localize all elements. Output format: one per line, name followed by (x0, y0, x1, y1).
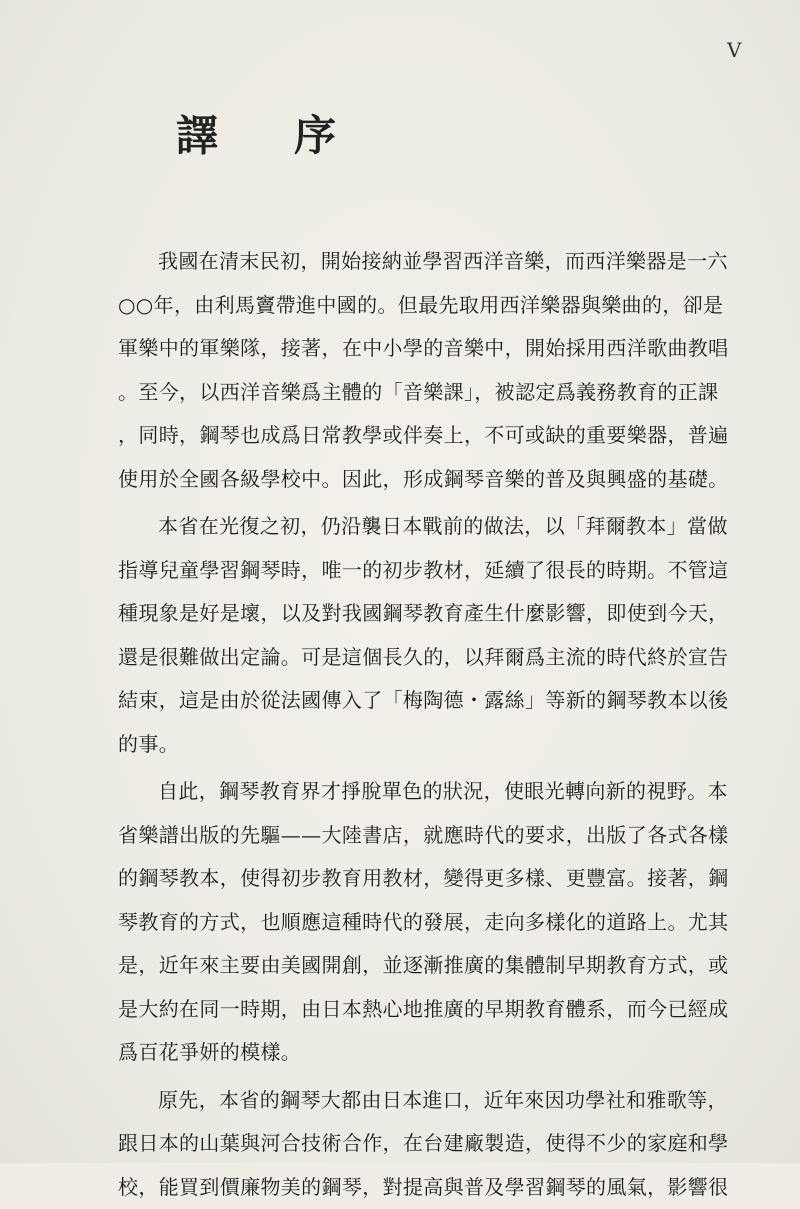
page-title (176, 103, 338, 163)
paragraph-2 (118, 505, 698, 766)
text-line: 的鋼琴教本，使得初步教育用教材，變得更多樣、更豐富。接著，鋼 (118, 857, 698, 901)
title-char-1: 譯 (176, 111, 220, 160)
text-line: 指導兒童學習鋼琴時，唯一的初步教材，延續了很長的時期。不管這 (118, 549, 698, 593)
text-line: 琴教育的方式，也順應這種時代的發展，走向多樣化的道路上。尤其 (118, 901, 698, 945)
paragraph-1 (118, 240, 698, 501)
text-line: 原先，本省的鋼琴大都由日本進口，近年來因功學社和雅歌等， (118, 1079, 698, 1123)
text-line: ○○年，由利馬竇帶進中國的。但最先取用西洋樂器與樂曲的，卻是 (118, 284, 698, 328)
page-number: V (727, 38, 741, 62)
text-line: 。至今，以西洋音樂爲主體的「音樂課」，被認定爲義務教育的正課 (118, 371, 698, 415)
text-line: 的事。 (118, 723, 698, 767)
body-text (118, 240, 698, 1209)
text-line: 爲百花爭妍的模樣。 (118, 1031, 698, 1075)
paragraph-4 (118, 1079, 698, 1209)
text-line: 校，能買到價廉物美的鋼琴，對提高與普及學習鋼琴的風氣，影響很 (118, 1166, 698, 1209)
title-char-2: 序 (294, 111, 338, 160)
text-line: 自此，鋼琴教育界才掙脫單色的狀況，使眼光轉向新的視野。本 (118, 770, 698, 814)
text-line: 種現象是好是壞，以及對我國鋼琴教育產生什麼影響，即使到今天， (118, 592, 698, 636)
paragraph-3 (118, 770, 698, 1075)
text-line: 使用於全國各級學校中。因此，形成鋼琴音樂的普及與興盛的基礎。 (118, 458, 698, 502)
text-line: ，同時，鋼琴也成爲日常教學或伴奏上，不可或缺的重要樂器，普遍 (118, 414, 698, 458)
text-line: 結束，這是由於從法國傳入了「梅陶德・露絲」等新的鋼琴教本以後 (118, 679, 698, 723)
text-line: 本省在光復之初，仍沿襲日本戰前的做法，以「拜爾教本」當做 (118, 505, 698, 549)
text-line: 省樂譜出版的先驅——大陸書店，就應時代的要求，出版了各式各樣 (118, 814, 698, 858)
text-line: 還是很難做出定論。可是這個長久的，以拜爾爲主流的時代終於宣告 (118, 636, 698, 680)
text-line: 是大約在同一時期，由日本熱心地推廣的早期教育體系，而今已經成 (118, 988, 698, 1032)
text-line: 跟日本的山葉與河合技術合作，在台建廠製造，使得不少的家庭和學 (118, 1122, 698, 1166)
text-line: 是，近年來主要由美國開創，並逐漸推廣的集體制早期教育方式，或 (118, 944, 698, 988)
text-line: 我國在清末民初，開始接納並學習西洋音樂，而西洋樂器是一六 (118, 240, 698, 284)
text-line: 軍樂中的軍樂隊，接著，在中小學的音樂中，開始採用西洋歌曲教唱 (118, 327, 698, 371)
